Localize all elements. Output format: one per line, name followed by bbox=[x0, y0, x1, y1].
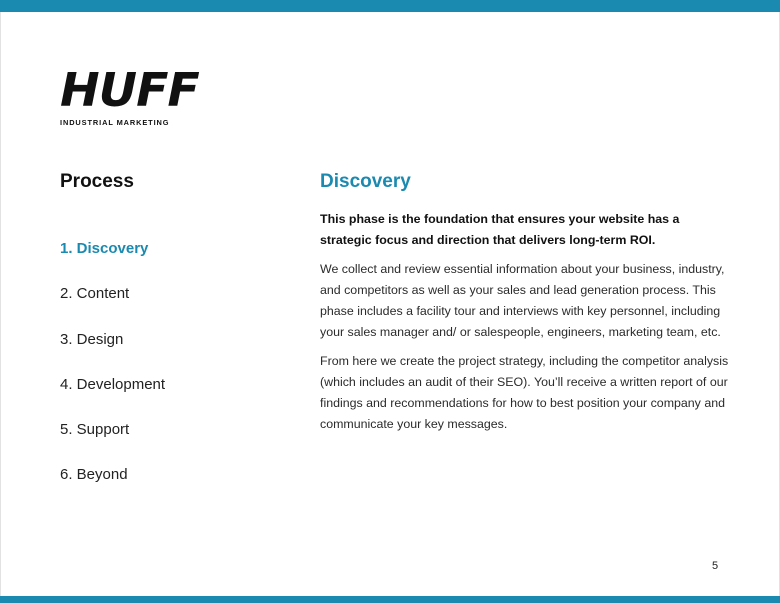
nav-item-discovery[interactable]: 1. Discovery bbox=[60, 240, 149, 257]
section-title: Discovery bbox=[320, 171, 411, 192]
nav-item-support[interactable]: 5. Support bbox=[60, 421, 130, 439]
nav-item-design[interactable]: 3. Design bbox=[60, 330, 124, 348]
lead-paragraph: This phase is the foundation that ensures your website has a strategic focus and direction that delivers long-term ROI. bbox=[320, 212, 680, 247]
bottom-accent-bar bbox=[0, 596, 780, 603]
top-accent-bar bbox=[0, 0, 780, 12]
logo-wordmark: HUFF bbox=[60, 63, 199, 117]
company-logo bbox=[60, 63, 199, 127]
page-number: 5 bbox=[712, 560, 719, 572]
body-paragraph: We collect and review essential information about your business, industry, and competitors as well as your sales and lead generation process. This phase includes a facility tour and interviews with key personnel, including your sales manager and/ or salespeople, engineers, marketing team, etc. bbox=[320, 262, 725, 339]
process-nav bbox=[60, 240, 165, 512]
nav-item-content[interactable]: 2. Content bbox=[60, 285, 130, 303]
process-heading: Process bbox=[60, 171, 134, 192]
nav-item-development[interactable]: 4. Development bbox=[60, 375, 166, 393]
nav-item-beyond[interactable]: 6. Beyond bbox=[60, 466, 128, 484]
logo-tagline: INDUSTRIAL MARKETING bbox=[60, 118, 170, 127]
body-paragraph: From here we create the project strategy, including the competitor analysis (which includes an audit of their SEO). You’ll receive a written report of our findings and recommendations for how to best position your company and communicate your key messages. bbox=[320, 354, 729, 431]
left-border bbox=[0, 12, 1, 596]
main-content bbox=[320, 171, 730, 443]
